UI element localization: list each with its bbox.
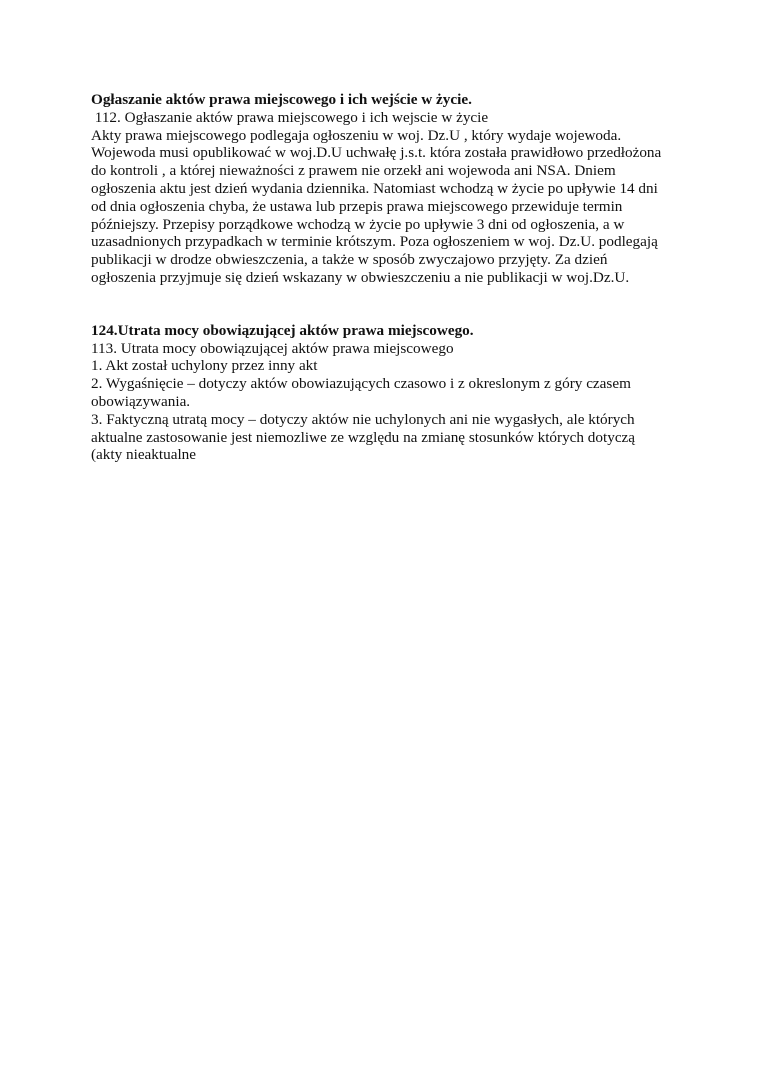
list-line: 3. Faktyczną utratą mocy – dotyczy aktów nie uchylonych ani nie wygasłych, ale których: [91, 410, 635, 428]
section-spacer: [91, 287, 681, 322]
paragraph-line: od dnia ogłoszenia chyba, że ustawa lub przepis prawa miejscowego przewiduje termin: [91, 197, 623, 215]
section-loss-of-force: [91, 322, 681, 464]
section-heading: Ogłaszanie aktów prawa miejscowego i ich wejście w życie.: [91, 91, 472, 108]
section-heading: 124.Utrata mocy obowiązującej aktów prawa miejscowego.: [91, 321, 474, 339]
paragraph-line: ogłoszenia przyjmuje się dzień wskazany w obwieszczeniu a nie publikacji w woj.Dz.U.: [91, 268, 630, 286]
document-content: [91, 91, 681, 464]
list-line: 2. Wygaśnięcie – dotyczy aktów obowiazujących czasowo i z okreslonym z góry czasem: [91, 375, 631, 393]
paragraph-line: późniejszy. Przepisy porządkowe wchodzą w życie po upływie 3 dni od ogłoszenia, a w: [91, 215, 625, 233]
list-line: (akty nieaktualne: [91, 446, 196, 464]
section-subheading: 113. Utrata mocy obowiązującej aktów prawa miejscowego: [91, 339, 454, 357]
section-subheading: 112. Ogłaszanie aktów prawa miejscowego i ich wejscie w życie: [91, 108, 489, 126]
list-line: obowiązywania.: [91, 392, 191, 410]
paragraph-line: Wojewoda musi opublikować w woj.D.U uchwałę j.s.t. która została prawidłowo przedłożona: [91, 144, 662, 162]
paragraph-line: Akty prawa miejscowego podlegaja ogłoszeniu w woj. Dz.U , który wydaje wojewoda.: [91, 126, 622, 144]
paragraph-line: publikacji w drodze obwieszczenia, a także w sposób zwyczajowo przyjęty. Za dzień: [91, 251, 608, 269]
list-line: aktualne zastosowanie jest niemozliwe ze względu na zmianę stosunków których dotyczą: [91, 428, 636, 446]
paragraph-line: uzasadnionych przypadkach w terminie krótszym. Poza ogłoszeniem w woj. Dz.U. podlegają: [91, 233, 658, 251]
section-publication: [91, 91, 681, 287]
paragraph-line: ogłoszenia aktu jest dzień wydania dziennika. Natomiast wchodzą w życie po upływie 14 dni: [91, 179, 658, 197]
paragraph-line: do kontroli , a której nieważności z prawem nie orzekł ani wojewoda ani NSA. Dniem: [91, 162, 616, 180]
list-line: 1. Akt został uchylony przez inny akt: [91, 357, 318, 375]
